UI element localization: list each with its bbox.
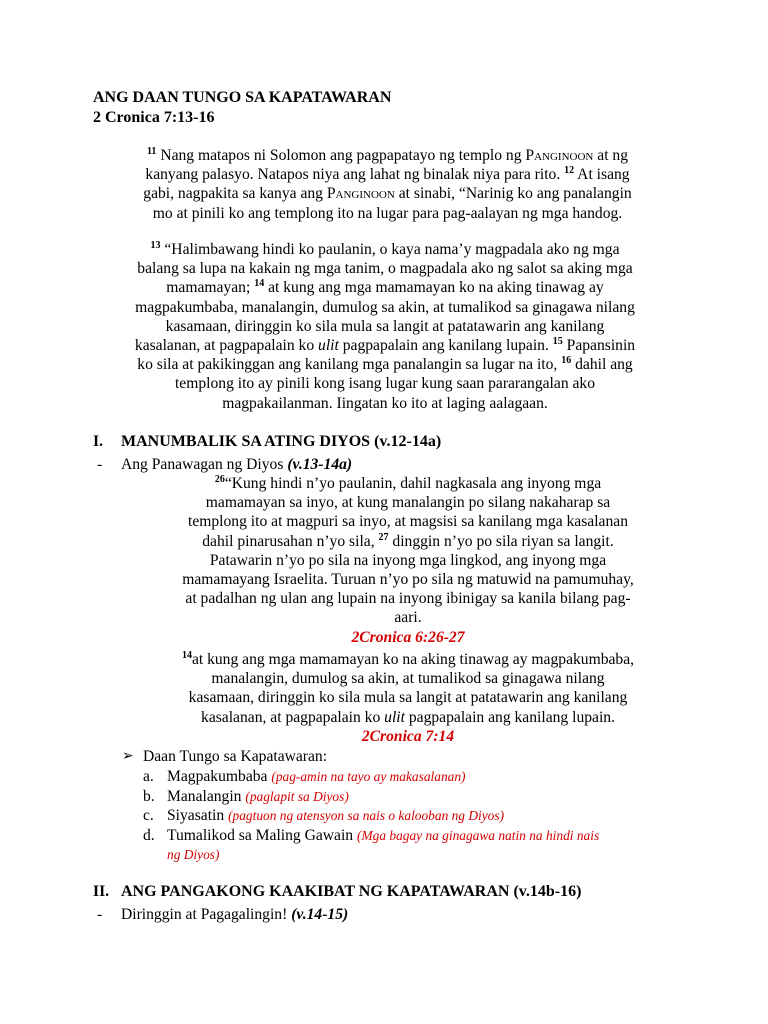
quote-reference: 2Cronica 6:26-27 (351, 628, 465, 646)
passage-text: at sinabi, “Narinig ko ang panalangin (394, 185, 632, 203)
verse-number: 15 (552, 336, 563, 348)
verse-number: 12 (564, 165, 575, 177)
verse-number: 13 (150, 240, 161, 251)
emphasis-word: ulit (384, 708, 405, 726)
list-marker: c. (143, 807, 154, 824)
passage-text: kasalanan, at pagpapalain ko (201, 708, 385, 726)
list-marker: d. (143, 827, 155, 844)
passage-text: ko sila at pakikinggan ang kanilang mga panalangin sa lugar na ito, (137, 356, 562, 374)
passage-line (90, 146, 685, 165)
passage-text: at ng (593, 147, 629, 164)
passage-line: mamamayan sa inyo, at kung manalangin po silang nakaharap sa (205, 494, 611, 512)
passage-line (128, 650, 688, 669)
list-title: Daan Tungo sa Kapatawaran: (143, 748, 328, 765)
passage-line: magpakumbaba, manalangin, dumulog sa akin, at tumalikod sa ginagawa nilang (135, 298, 635, 316)
list-marker: a. (143, 768, 154, 785)
passage-text: Nang matapos ni Solomon ang pagpapatayo ng templo ng (160, 147, 526, 164)
passage-line: at padalhan ng ulan ang lupain na inyong ibinigay sa kanila bilang pag- (185, 590, 631, 608)
section-heading: ANG PANGAKONG KAAKIBAT NG KAPATAWARAN (v.14b-16) (121, 883, 582, 900)
list-item-text: Tumalikod sa Maling Gawain (167, 827, 358, 844)
passage-line (128, 474, 688, 493)
bullet-text: Ang Panawagan ng Diyos (121, 456, 288, 473)
passage-text: pagpapalain ang kanilang lupain. (404, 708, 615, 726)
passage-text: kasalanan, at pagpapalain ko (134, 337, 319, 355)
passage-text: gabi, nagpakita sa kanya ang (143, 185, 327, 203)
passage-paragraph-2 (75, 240, 695, 413)
list-item-text: Magpakumbaba (167, 768, 272, 785)
bullet-item (121, 455, 352, 474)
passage-line (75, 336, 695, 355)
verse-number: 14 (254, 278, 265, 290)
list-item (167, 787, 349, 806)
passage-text: Papansinin (562, 337, 636, 355)
list-item (167, 767, 466, 786)
passage-text: at kung ang mga mamamayan ko na aking tinawag ay (264, 279, 604, 297)
section-numeral: I. (93, 433, 103, 450)
passage-line: templong ito ay pinili kong isang lugar kung saan pararangalan ako (174, 375, 596, 393)
passage-line (128, 708, 688, 727)
passage-line: templong ito at magpuri sa inyo, at magsisi sa kanilang mga kasalanan (188, 513, 628, 531)
bullet-reference: (v.13-14a) (287, 456, 353, 473)
list-item-note: ng Diyos) (167, 847, 220, 862)
list-item-text: Siyasatin (167, 807, 229, 824)
passage-line: kasamaan, diringgin ko sila mula sa langit at patatawarin ang kanilang (188, 689, 628, 707)
passage-text: mamamayan; (166, 279, 255, 297)
verse-number: 14 (181, 650, 192, 661)
emphasis-word: ulit (318, 337, 339, 355)
passage-paragraph-1 (90, 146, 685, 223)
passage-line: magpakailanman. Iingatan ko ito at laging aalagaan. (222, 394, 548, 412)
passage-text: at kung ang mga mamamayan ko na aking tinawag ay magpakumbaba, (191, 651, 635, 668)
list-item (167, 806, 504, 825)
list-marker: b. (143, 788, 155, 805)
bullet-text: Diringgin at Pagagalingin! (121, 906, 292, 923)
section-heading: MANUMBALIK SA ATING DIYOS (v.12-14a) (121, 433, 442, 450)
list-item-note: (pag-amin na tayo ay makasalanan) (271, 769, 466, 784)
passage-text: dahil pinarusahan n’yo sila, (202, 532, 379, 550)
bullet-item (121, 905, 348, 924)
passage-text: “Kung hindi n’yo paulanin, dahil nagkasala ang inyong mga (224, 475, 602, 492)
document-title (93, 88, 391, 128)
passage-text: pagpapalain ang kanilang lupain. (338, 337, 553, 355)
list-item (167, 826, 599, 845)
bullet-dash: - (97, 456, 103, 473)
passage-line (128, 532, 688, 551)
verse-number: 27 (378, 531, 389, 543)
scripture-reference: 2 Cronica 7:13-16 (93, 109, 215, 126)
quote-reference: 2Cronica 7:14 (361, 727, 455, 745)
passage-line: mamamayang Israelita. Turuan n’yo po sila ng matuwid na pamumuhay, (182, 571, 634, 589)
passage-text: kanyang palasyo. Natapos niya ang lahat ng binalak niya para rito. (145, 166, 565, 184)
passage-line (90, 184, 685, 203)
passage-line (90, 165, 685, 184)
quoted-passage-1 (128, 474, 688, 647)
list-item-note: (Mga bagay na ginagawa natin na hindi nais (357, 828, 600, 843)
passage-line: kasamaan, diringgin ko sila mula sa langit at patatawarin ang kanilang (165, 317, 605, 335)
passage-text: “Halimbawang hindi ko paulanin, o kaya nama’y magpadala ako ng mga (164, 241, 620, 258)
passage-line (75, 278, 695, 297)
quoted-passage-2 (128, 650, 688, 746)
passage-text: At isang (574, 166, 630, 184)
passage-text: dahil ang (571, 356, 633, 374)
passage-line (75, 240, 695, 259)
section-numeral: II. (93, 883, 110, 900)
verse-number: 26 (214, 474, 225, 485)
list-item-note: (pagtuon ng atensyon sa nais o kalooban ng Diyos) (228, 808, 505, 823)
lord-name: Panginoon (326, 185, 395, 203)
title-line: ANG DAAN TUNGO SA KAPATAWARAN (93, 89, 392, 106)
passage-line (75, 355, 695, 374)
passage-line: balang sa lupa na kakain ng mga tanim, o magpadala ako ng salot sa aking mga (137, 260, 633, 278)
list-item-text: Manalangin (167, 788, 246, 805)
passage-line: Patawarin n’yo po sila na inyong mga lingkod, ang inyong mga (209, 551, 607, 569)
passage-line: manalangin, dumulog sa akin, at tumalikod sa ginagawa nilang (211, 670, 605, 688)
passage-text: dinggin n’yo po sila riyan sa langit. (388, 532, 614, 550)
verse-number: 16 (561, 355, 572, 367)
verse-number: 11 (146, 146, 157, 157)
bullet-dash: - (97, 906, 103, 923)
list-item-note: (paglapit sa Diyos) (245, 789, 349, 804)
bullet-reference: (v.14-15) (291, 906, 349, 923)
arrow-bullet-icon: ➢ (122, 748, 134, 764)
passage-line: aari. (394, 609, 422, 627)
lord-name: Panginoon (525, 147, 594, 164)
passage-line: mo at pinili ko ang templong ito na lugar para pag-aalayan ng mga handog. (152, 204, 623, 222)
